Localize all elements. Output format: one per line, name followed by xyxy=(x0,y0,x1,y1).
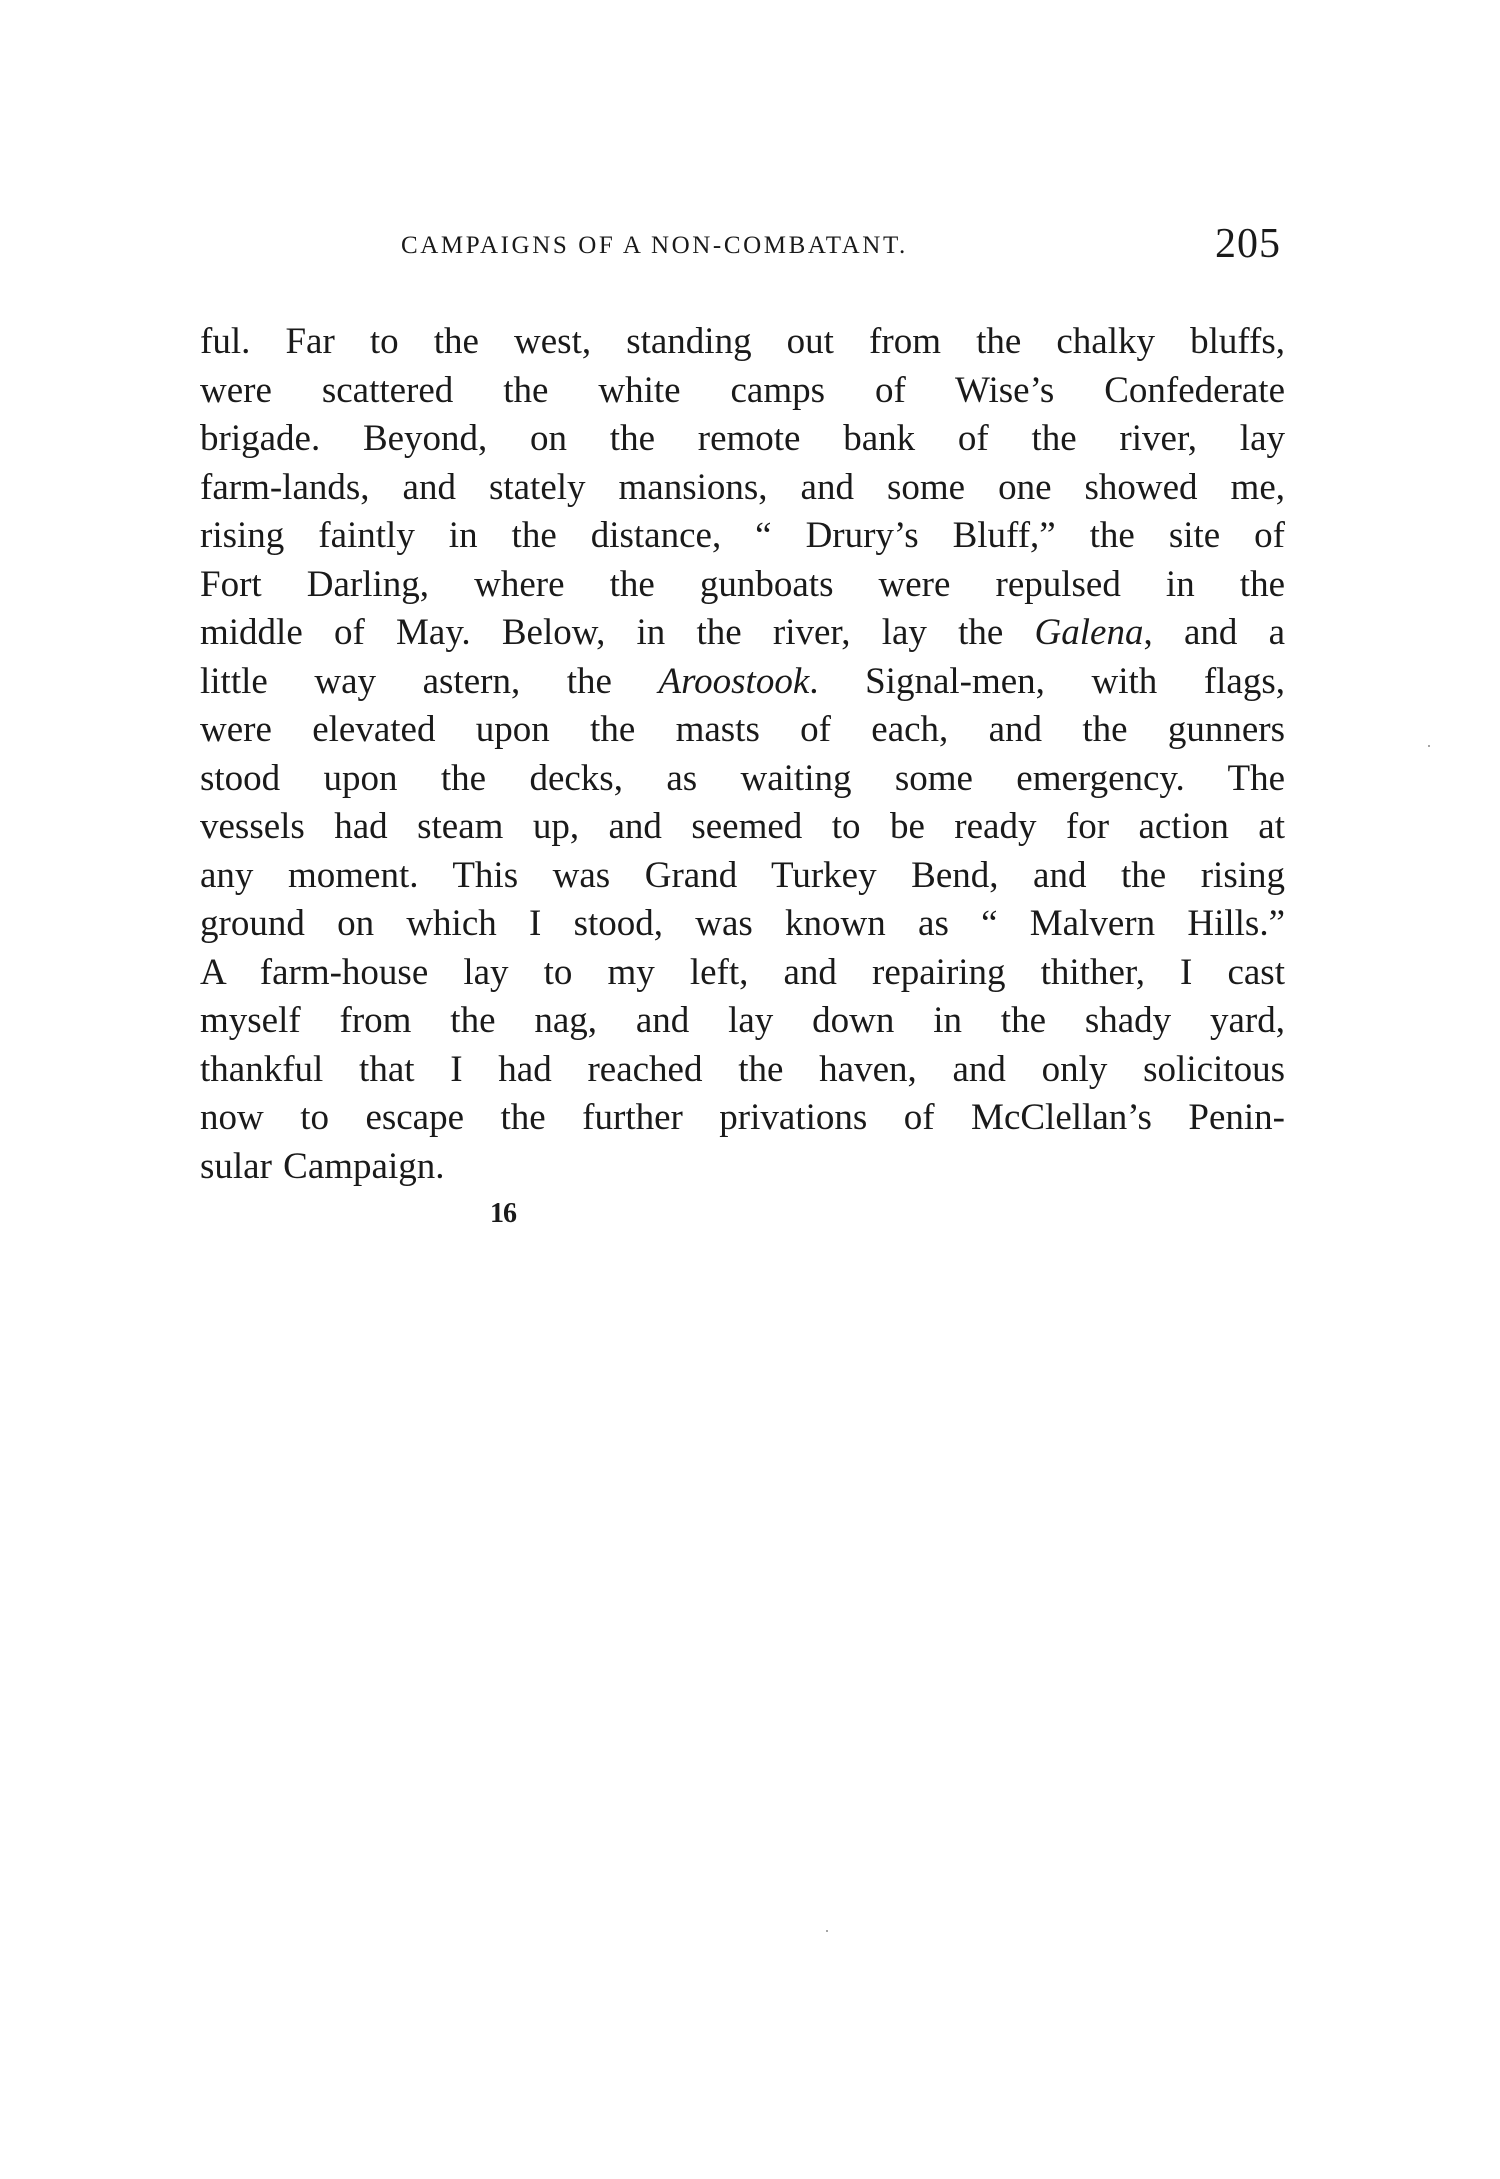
text-line: middle of May. Below, in the river, lay the Galena, and a xyxy=(200,612,1285,653)
text-line: farm-lands, and stately mansions, and some one showed me, xyxy=(200,466,1285,508)
text-line: any moment. This was Grand Turkey Bend, and the rising xyxy=(200,854,1285,896)
text-line: little way astern, the Aroostook. Signal-men, with flags, xyxy=(200,660,1285,702)
page-number: 205 xyxy=(1215,221,1281,267)
ship-name-aroostook: Aroostook xyxy=(658,660,810,702)
text-line: myself from the nag, and lay down in the shady yard, xyxy=(200,1000,1285,1041)
text-line: A farm-house lay to my left, and repairing thither, I cast xyxy=(200,951,1285,993)
text-line: stood upon the decks, as waiting some emergency. The xyxy=(200,757,1285,799)
text-line: sular Campaign. xyxy=(200,1145,445,1187)
text-line: thankful that I had reached the haven, and only solicitous xyxy=(200,1048,1285,1090)
text-line: ground on which I stood, was known as “ Malvern Hills.” xyxy=(200,903,1285,944)
text-line: were elevated upon the masts of each, and the gunners xyxy=(200,709,1285,750)
text-line: rising faintly in the distance, “ Drury’s Bluff,” the site of xyxy=(200,515,1285,556)
text-line: ful. Far to the west, standing out from the chalky bluffs, xyxy=(200,321,1285,362)
text-line: brigade. Beyond, on the remote bank of the river, lay xyxy=(200,418,1285,459)
text-line: Fort Darling, where the gunboats were repulsed in the xyxy=(200,563,1285,605)
running-title: CAMPAIGNS OF A NON-COMBATANT. xyxy=(401,232,908,259)
paper-speck xyxy=(826,1930,828,1932)
text-line: were scattered the white camps of Wise’s Confederate xyxy=(200,369,1285,411)
text-line: vessels had steam up, and seemed to be ready for action at xyxy=(200,806,1285,847)
ship-name-galena: Galena xyxy=(1034,612,1144,653)
paper-speck xyxy=(1428,745,1430,747)
running-head xyxy=(401,228,908,261)
text-line: now to escape the further privations of McClellan’s Penin- xyxy=(200,1097,1285,1138)
body-text xyxy=(200,318,1285,1191)
signature-mark: 16 xyxy=(490,1198,516,1229)
